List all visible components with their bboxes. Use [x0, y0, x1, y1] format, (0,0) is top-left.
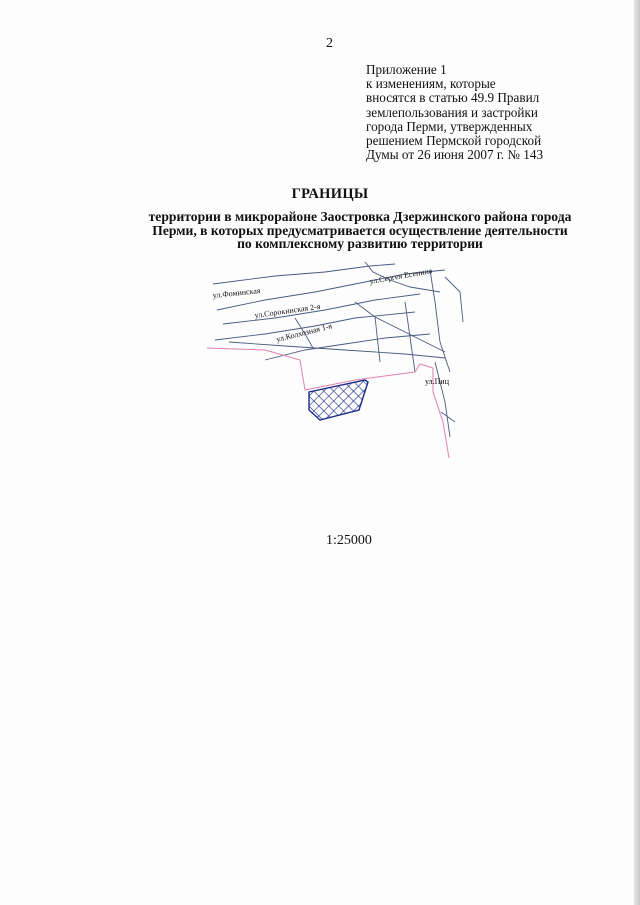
street-label: ул.Фоминская [212, 286, 261, 300]
street-label: ул.Сергея Есенина [368, 266, 433, 286]
page-number: 2 [326, 36, 333, 51]
appendix-note [366, 63, 606, 162]
document-subtitle [70, 210, 640, 251]
appendix-line: Приложение 1 [366, 62, 447, 77]
appendix-line: вносятся в статью 49.9 Правил [366, 90, 540, 106]
appendix-line: землепользования и застройки [366, 104, 538, 120]
appendix-line: решением Пермской городской [366, 133, 542, 149]
map-scale: 1:25000 [326, 533, 372, 548]
hatched-territory [309, 380, 368, 420]
street-label: ул.Колхозная 1-я [275, 321, 333, 344]
subtitle-line: территории в микрорайоне Заостровка Дзержинского района города [148, 209, 572, 224]
territory-map [205, 262, 465, 462]
street-label: ул.Сорокинская 2-я [254, 301, 321, 320]
appendix-line: Думы от 26 июня 2007 г. № 143 [366, 147, 544, 163]
appendix-line: к изменениям, которые [366, 76, 496, 92]
subtitle-line: Перми, в которых предусматривается осуществление деятельности [152, 222, 568, 238]
appendix-line: города Перми, утвержденных [366, 118, 533, 134]
street-label: ул.Пиц [425, 377, 449, 386]
scan-edge [634, 0, 640, 905]
subtitle-line: по комплексному развитию территории [237, 236, 483, 252]
document-title: ГРАНИЦЫ [291, 186, 369, 202]
